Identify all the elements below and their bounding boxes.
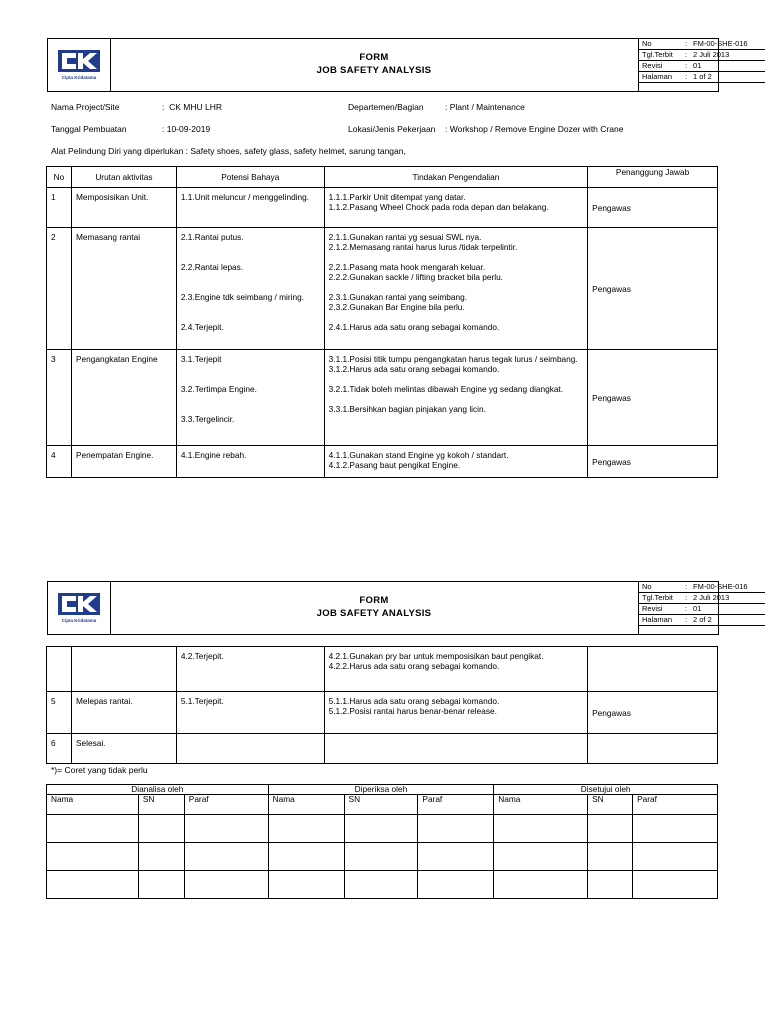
sig-cell[interactable] bbox=[418, 815, 494, 843]
form-label: FORM bbox=[359, 595, 389, 606]
row-pic: Pengawas bbox=[592, 392, 631, 403]
sig-cell[interactable] bbox=[418, 843, 494, 871]
meta-key: Tgl.Terbit bbox=[642, 593, 673, 602]
meta-value: 01 bbox=[693, 604, 702, 613]
meta-key: No bbox=[642, 582, 652, 591]
hazard-item: 2.2.Rantai lepas. bbox=[180, 262, 244, 272]
meta-page: Halaman : 2 of 2 bbox=[639, 615, 765, 626]
sig-cell[interactable] bbox=[138, 871, 184, 899]
location-label: Lokasi/Jenis Pekerjaan bbox=[348, 124, 436, 134]
meta-no: No : FM-00-SHE-016 bbox=[639, 39, 765, 50]
col-header-no: No bbox=[47, 167, 72, 188]
row-activity: Melepas rantai. bbox=[75, 696, 133, 706]
jsa-table-page-1 bbox=[46, 166, 718, 478]
row-pic bbox=[588, 745, 717, 753]
control-item: 4.2.1.Gunakan pry bar untuk memposisikan baut pengikat. 4.2.2.Harus ada satu orang sebagai komando. bbox=[328, 651, 544, 671]
hazard-item: 1.1.Unit meluncur / menggelinding. bbox=[180, 192, 310, 202]
dept-label: Departemen/Bagian bbox=[348, 102, 424, 112]
sig-cell[interactable] bbox=[268, 871, 344, 899]
row-activity: Pengangkatan Engine bbox=[75, 354, 158, 364]
row-pic-cell bbox=[588, 446, 718, 478]
row-no: 6 bbox=[51, 738, 56, 748]
row-pic-cell bbox=[588, 692, 718, 734]
col-header-pic: Penanggung Jawab bbox=[588, 167, 718, 188]
control-item: 2.2.1.Pasang mata hook mengarah keluar. 2.2.2.Gunakan sackle / lifting bracket bila perlu. bbox=[328, 262, 503, 282]
sig-cell[interactable] bbox=[138, 815, 184, 843]
meta-date: Tgl.Terbit : 2 Juli 2013 bbox=[639, 50, 765, 61]
control-item: 3.2.1.Tidak boleh melintas dibawah Engine yg sedang diangkat. bbox=[328, 384, 564, 394]
sig-cell[interactable] bbox=[344, 815, 418, 843]
row-hazard-cell bbox=[176, 188, 324, 228]
row-activity: Memasang rantai bbox=[75, 232, 141, 242]
table-row bbox=[47, 692, 718, 734]
row-activity bbox=[72, 647, 176, 655]
signature-table bbox=[46, 784, 718, 899]
row-no bbox=[47, 647, 71, 655]
hazard-item: 2.4.Terjepit. bbox=[180, 322, 224, 332]
signature-blank-row bbox=[47, 871, 718, 899]
sig-cell[interactable] bbox=[494, 843, 588, 871]
form-label: FORM bbox=[359, 52, 389, 63]
col-header-control: Tindakan Pengendalian bbox=[324, 167, 588, 188]
company-logo bbox=[48, 39, 111, 91]
row-pic: Pengawas bbox=[592, 202, 631, 213]
row-no-cell bbox=[47, 446, 72, 478]
row-activity-cell bbox=[71, 446, 176, 478]
meta-value: FM-00-SHE-016 bbox=[693, 582, 748, 591]
sig-col-paraf: Paraf bbox=[184, 795, 268, 815]
hazard-item: 5.1.Terjepit. bbox=[180, 696, 224, 706]
control-item: 2.1.1.Gunakan rantai yg sesuai SWL nya. 2.1.2.Memasang rantai harus lurus /tidak terpelintir. bbox=[328, 232, 518, 252]
sig-col-sn: SN bbox=[588, 795, 633, 815]
location-value: : Workshop / Remove Engine Dozer with Crane bbox=[445, 124, 624, 134]
row-no-cell bbox=[47, 734, 72, 764]
row-pic: Pengawas bbox=[592, 707, 631, 718]
sig-cell[interactable] bbox=[494, 815, 588, 843]
document-title: JOB SAFETY ANALYSIS bbox=[316, 65, 432, 76]
row-activity: Selesai. bbox=[75, 738, 106, 748]
sig-cell[interactable] bbox=[268, 843, 344, 871]
row-pic bbox=[588, 665, 717, 673]
row-no-cell bbox=[47, 350, 72, 446]
project-label: Nama Project/Site bbox=[51, 102, 120, 112]
row-pic-cell bbox=[588, 228, 718, 350]
company-logo bbox=[48, 582, 111, 634]
signature-group-row bbox=[47, 785, 718, 795]
sig-cell[interactable] bbox=[494, 871, 588, 899]
group-checked-by: Diperiksa oleh bbox=[268, 785, 494, 795]
dept-value: : Plant / Maintenance bbox=[445, 102, 525, 112]
sig-cell[interactable] bbox=[633, 843, 718, 871]
form-header-page-1 bbox=[47, 38, 748, 92]
row-activity-cell bbox=[71, 228, 176, 350]
row-hazard-cell bbox=[176, 350, 324, 446]
document-title: JOB SAFETY ANALYSIS bbox=[316, 608, 432, 619]
date-value: : 10-09-2019 bbox=[162, 124, 211, 134]
sig-cell[interactable] bbox=[588, 871, 633, 899]
table-row bbox=[47, 188, 718, 228]
hazard-item: 4.1.Engine rebah. bbox=[180, 450, 247, 460]
row-no-cell bbox=[47, 188, 72, 228]
group-approved-by: Disetujui oleh bbox=[494, 785, 718, 795]
row-control-cell bbox=[324, 350, 588, 446]
table-row bbox=[47, 350, 718, 446]
signature-blank-row bbox=[47, 815, 718, 843]
sig-cell[interactable] bbox=[633, 815, 718, 843]
row-pic-cell bbox=[588, 734, 718, 764]
table-row bbox=[47, 734, 718, 764]
form-header-page-2 bbox=[47, 581, 748, 635]
row-activity-cell bbox=[71, 188, 176, 228]
meta-key: No bbox=[642, 39, 652, 48]
row-pic: Pengawas bbox=[592, 283, 631, 294]
row-hazard-cell bbox=[176, 692, 324, 734]
row-pic-cell bbox=[588, 188, 718, 228]
sig-cell[interactable] bbox=[633, 871, 718, 899]
row-hazard-cell bbox=[176, 734, 324, 764]
row-no: 3 bbox=[51, 354, 56, 364]
sig-cell[interactable] bbox=[184, 815, 268, 843]
control-item: 2.3.1.Gunakan rantai yang seimbang. 2.3.2.Gunakan Bar Engine bila perlu. bbox=[328, 292, 468, 312]
table-row bbox=[47, 446, 718, 478]
meta-key: Halaman bbox=[642, 72, 673, 81]
row-no: 1 bbox=[51, 192, 56, 202]
control-item: 1.1.1.Parkir Unit ditempat yang datar. 1.1.2.Pasang Wheel Chock pada roda depan dan belakang. bbox=[328, 192, 549, 212]
meta-value: 2 of 2 bbox=[693, 615, 712, 624]
sig-cell[interactable] bbox=[184, 871, 268, 899]
table-row bbox=[47, 647, 718, 692]
sig-cell[interactable] bbox=[184, 843, 268, 871]
meta-key: Tgl.Terbit bbox=[642, 50, 673, 59]
sig-cell[interactable] bbox=[344, 871, 418, 899]
sig-cell[interactable] bbox=[47, 815, 139, 843]
sig-col-paraf: Paraf bbox=[418, 795, 494, 815]
sig-cell[interactable] bbox=[47, 843, 139, 871]
col-header-activity: Urutan aktivitas bbox=[71, 167, 176, 188]
hazard-item: 3.1.Terjepit bbox=[180, 354, 222, 364]
footnote: *)= Coret yang tidak perlu bbox=[51, 765, 148, 775]
row-activity-cell bbox=[71, 647, 176, 692]
control-item: 3.1.1.Posisi titik tumpu pengangkatan harus tegak lurus / seimbang. 3.1.2.Harus ada satu orang sebagai komando. bbox=[328, 354, 578, 374]
meta-page: Halaman : 1 of 2 bbox=[639, 72, 765, 83]
sig-cell[interactable] bbox=[268, 815, 344, 843]
meta-no: No : FM-00-SHE-016 bbox=[639, 582, 765, 593]
sig-col-sn: SN bbox=[344, 795, 418, 815]
sig-cell[interactable] bbox=[588, 843, 633, 871]
sig-cell[interactable] bbox=[47, 871, 139, 899]
row-no-cell bbox=[47, 692, 72, 734]
row-activity: Penempatan Engine. bbox=[75, 450, 154, 460]
meta-revision: Revisi : 01 bbox=[639, 61, 765, 72]
sig-col-paraf: Paraf bbox=[633, 795, 718, 815]
project-value-text: CK MHU LHR bbox=[169, 102, 222, 112]
row-control-cell bbox=[324, 446, 588, 478]
ck-logo-icon bbox=[48, 39, 110, 91]
form-title bbox=[110, 582, 638, 634]
logo-subtitle: Cipta Kridatama bbox=[61, 618, 97, 623]
sig-cell[interactable] bbox=[344, 843, 418, 871]
row-pic: Pengawas bbox=[592, 456, 631, 467]
row-no: 5 bbox=[51, 696, 56, 706]
signature-col-row bbox=[47, 795, 718, 815]
sig-col-name: Nama bbox=[494, 795, 588, 815]
control-item: 4.1.1.Gunakan stand Engine yg kokoh / standart. 4.1.2.Pasang baut pengikat Engine. bbox=[328, 450, 509, 470]
meta-key: Halaman bbox=[642, 615, 673, 624]
hazard-item: 3.3.Tergelincir. bbox=[180, 414, 235, 424]
row-control-cell bbox=[324, 228, 588, 350]
control-item: 5.1.1.Harus ada satu orang sebagai komando. 5.1.2.Posisi rantai harus benar-benar release. bbox=[328, 696, 500, 716]
form-title bbox=[110, 39, 638, 91]
sig-cell[interactable] bbox=[588, 815, 633, 843]
signature-blank-row bbox=[47, 843, 718, 871]
table-header-row bbox=[47, 167, 718, 188]
hazard-item: 4.2.Terjepit. bbox=[180, 651, 224, 661]
document-meta bbox=[638, 582, 748, 634]
meta-key: Revisi bbox=[642, 604, 663, 613]
hazard-item: 2.1.Rantai putus. bbox=[180, 232, 244, 242]
group-analyzed-by: Dianalisa oleh bbox=[47, 785, 269, 795]
row-hazard-cell bbox=[176, 446, 324, 478]
meta-value: 2 Juli 2013 bbox=[693, 50, 730, 59]
row-control-cell bbox=[324, 647, 588, 692]
row-pic-cell bbox=[588, 647, 718, 692]
col-header-hazard: Potensi Bahaya bbox=[176, 167, 324, 188]
row-activity-cell bbox=[71, 734, 176, 764]
meta-revision: Revisi : 01 bbox=[639, 604, 765, 615]
row-activity-cell bbox=[71, 350, 176, 446]
row-activity-cell bbox=[71, 692, 176, 734]
project-value: : CK MHU LHR bbox=[162, 102, 222, 112]
sig-col-name: Nama bbox=[47, 795, 139, 815]
meta-value: 01 bbox=[693, 61, 702, 70]
sig-col-name: Nama bbox=[268, 795, 344, 815]
row-hazard-cell bbox=[176, 228, 324, 350]
ck-logo-icon bbox=[48, 582, 110, 634]
row-control-cell bbox=[324, 734, 588, 764]
ppe-line: Alat Pelindung Diri yang diperlukan : Safety shoes, safety glass, safety helmet, sarung tangan, bbox=[51, 146, 406, 156]
row-hazard-cell bbox=[176, 647, 324, 692]
meta-value: FM-00-SHE-016 bbox=[693, 39, 748, 48]
sig-cell[interactable] bbox=[418, 871, 494, 899]
meta-value: 1 of 2 bbox=[693, 72, 712, 81]
logo-subtitle: Cipta Kridatama bbox=[61, 75, 97, 80]
jsa-table-page-2 bbox=[46, 646, 718, 764]
date-label: Tanggal Pembuatan bbox=[51, 124, 127, 134]
hazard-item: 2.3.Engine tdk seimbang / miring. bbox=[180, 292, 304, 302]
document-meta bbox=[638, 39, 748, 91]
sig-col-sn: SN bbox=[138, 795, 184, 815]
row-no: 2 bbox=[51, 232, 56, 242]
meta-value: 2 Juli 2013 bbox=[693, 593, 730, 602]
control-item: 3.3.1.Bersihkan bagian pinjakan yang licin. bbox=[328, 404, 486, 414]
meta-date: Tgl.Terbit : 2 Juli 2013 bbox=[639, 593, 765, 604]
row-activity: Memposisikan Unit. bbox=[75, 192, 149, 202]
control-item: 2.4.1.Harus ada satu orang sebagai komando. bbox=[328, 322, 500, 332]
row-no: 4 bbox=[51, 450, 56, 460]
row-control-cell bbox=[324, 188, 588, 228]
row-no-cell bbox=[47, 647, 72, 692]
row-control-cell bbox=[324, 692, 588, 734]
hazard-item: 3.2.Tertimpa Engine. bbox=[180, 384, 257, 394]
row-no-cell bbox=[47, 228, 72, 350]
sig-cell[interactable] bbox=[138, 843, 184, 871]
meta-key: Revisi bbox=[642, 61, 663, 70]
row-pic-cell bbox=[588, 350, 718, 446]
table-row bbox=[47, 228, 718, 350]
